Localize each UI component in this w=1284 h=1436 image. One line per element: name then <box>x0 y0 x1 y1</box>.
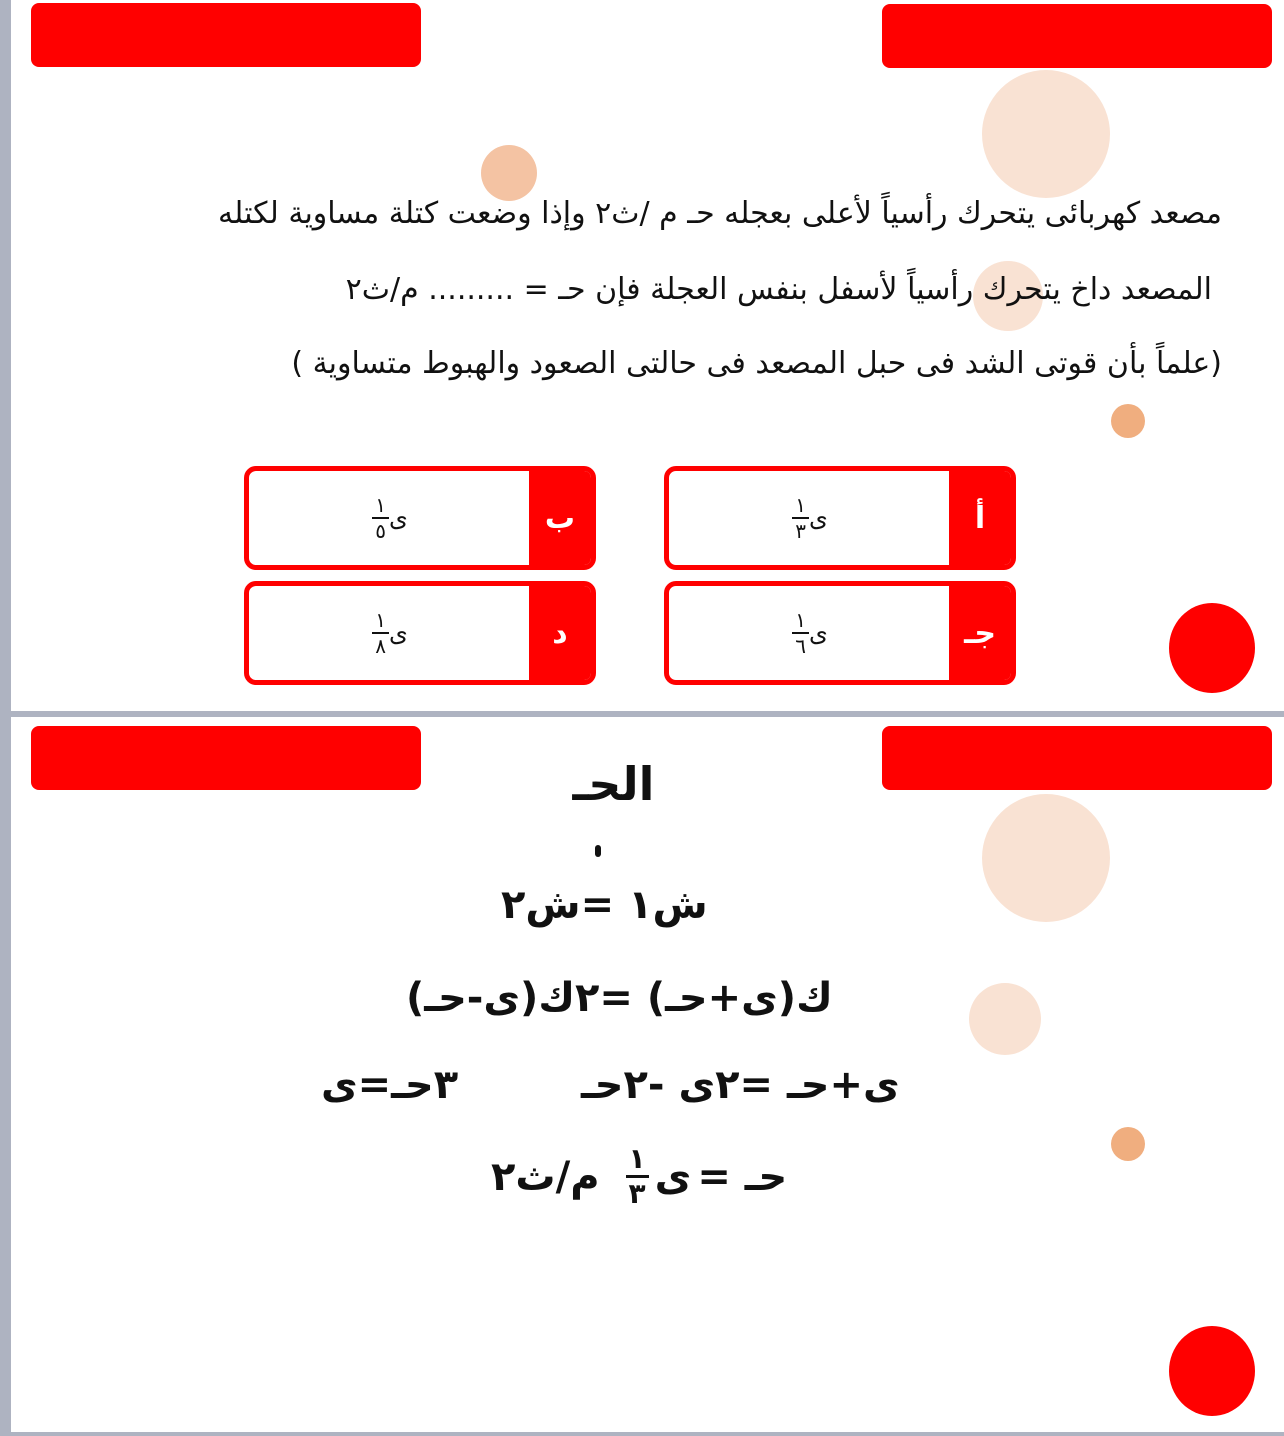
question-line-2: المصعد داخ يتحرك رأسياً لأسفل بنفس العجلة فإن حـ = ......... م/ث٢ <box>345 272 1212 307</box>
title-dot <box>595 845 601 857</box>
option-d-numerator: ١ <box>372 610 389 634</box>
equation-simplify: ٣حـ=ى <box>321 1062 459 1108</box>
equation-result <box>491 1142 788 1210</box>
decor-circle-small <box>1111 1127 1145 1161</box>
option-a-letter: أ <box>949 471 1011 565</box>
option-a-fraction <box>792 495 809 541</box>
option-b-fraction <box>372 495 389 541</box>
option-a-denominator: ٣ <box>795 519 806 543</box>
decor-circle-large <box>982 794 1110 922</box>
option-c-fraction <box>792 610 809 656</box>
option-c[interactable] <box>664 581 1016 685</box>
solution-slide <box>11 717 1284 1432</box>
result-var: ى <box>654 1153 692 1200</box>
decor-circle-small <box>1111 404 1145 438</box>
option-d-letter: د <box>529 586 591 680</box>
result-numerator: ١ <box>626 1145 649 1178</box>
option-c-denominator: ٦ <box>795 634 806 658</box>
decor-circle-red <box>1169 603 1255 693</box>
header-bar-left <box>31 3 421 67</box>
option-b-var: ى <box>388 504 408 532</box>
option-a-numerator: ١ <box>792 495 809 519</box>
result-denominator: ٣ <box>628 1177 646 1210</box>
question-line-1: مصعد كهربائى يتحرك رأسياً لأعلى بعجله حـ م /ث٢ وإذا وضعت كتلة مساوية لكتله <box>218 196 1222 231</box>
option-d-var: ى <box>388 619 408 647</box>
result-lhs: حـ = <box>697 1153 788 1200</box>
decor-circle-light <box>969 983 1041 1055</box>
solution-title: الحـ <box>572 757 655 811</box>
equation-newton: ك(ى+حـ) =٢ك(ى-حـ) <box>406 975 833 1021</box>
equation-expand: ى+حـ =٢ى -٢حـ <box>581 1062 900 1108</box>
result-unit: م/ث٢ <box>491 1153 600 1200</box>
header-bar-right <box>882 4 1272 68</box>
option-a-value <box>669 471 949 565</box>
equation-tension: ش١ =ش٢ <box>501 882 708 928</box>
result-fraction <box>626 1142 649 1210</box>
option-c-numerator: ١ <box>792 610 809 634</box>
option-a[interactable] <box>664 466 1016 570</box>
decor-circle-red <box>1169 1326 1255 1416</box>
option-d[interactable] <box>244 581 596 685</box>
option-b[interactable] <box>244 466 596 570</box>
question-line-3: (علماً بأن قوتى الشد فى حبل المصعد فى حالتى الصعود والهبوط متساوية ) <box>291 346 1222 381</box>
option-b-numerator: ١ <box>372 495 389 519</box>
option-d-denominator: ٨ <box>375 634 386 658</box>
question-slide <box>11 0 1284 711</box>
decor-circle-large <box>982 70 1110 198</box>
option-b-value <box>249 471 529 565</box>
option-d-value <box>249 586 529 680</box>
option-c-value <box>669 586 949 680</box>
option-b-denominator: ٥ <box>375 519 386 543</box>
option-d-fraction <box>372 610 389 656</box>
option-b-letter: ب <box>529 471 591 565</box>
option-c-var: ى <box>808 619 828 647</box>
option-a-var: ى <box>808 504 828 532</box>
decor-circle-medium <box>481 145 537 201</box>
option-c-letter: جـ <box>949 586 1011 680</box>
